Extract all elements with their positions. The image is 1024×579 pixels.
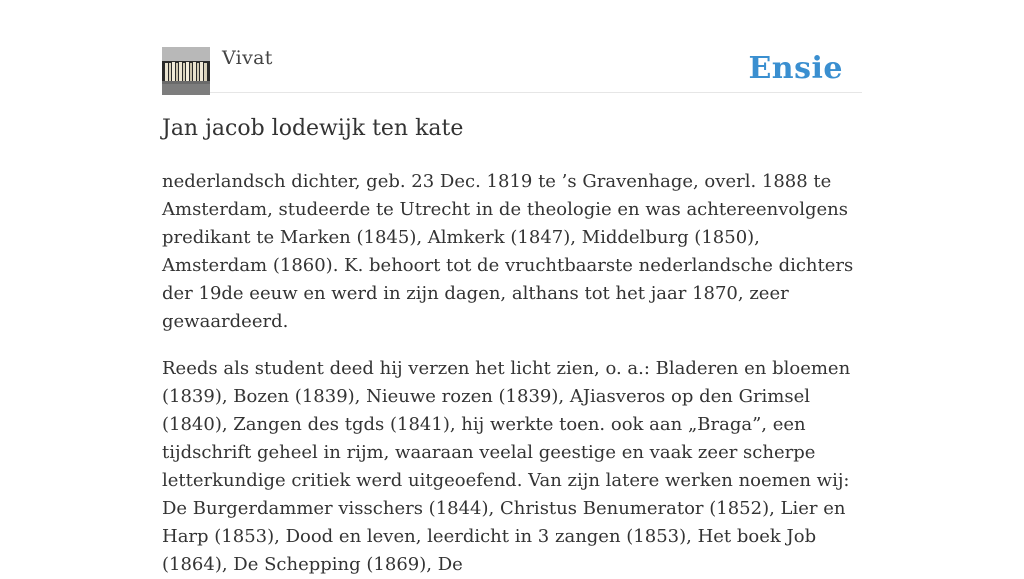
article-paragraph: Reeds als student deed hij verzen het licht zien, o. a.: Bladeren en bloemen (1839), Bozen (1839), Nieuwe rozen (1839), AJiasveros op den Grimsel (1840), Zangen des tgds (1841), hij werkte toen. ook aan „Braga”, een tijdschrift geheel in rijm, waaraan veelal geestige en vaak zeer scherpe letterkundige critiek werd uitgeoefend. Van zijn latere werken noemen wij: De Burgerdammer visschers (1844), Christus Benumerator (1852), Lier en Harp (1853), Dood en leven, leerdicht in 3 zangen (1853), Het boek Job (1864), De Schepping (1869), De <box>162 358 851 575</box>
library-bookshelf-icon <box>162 47 210 95</box>
site-name[interactable]: Vivat <box>222 47 273 69</box>
ensie-logo[interactable]: Ensie <box>748 51 843 86</box>
article-title: Jan jacob lodewijk ten kate <box>162 116 464 141</box>
site-header <box>162 44 862 93</box>
article-body <box>162 168 862 579</box>
avatar[interactable] <box>162 47 210 95</box>
article-paragraph: nederlandsch dichter, geb. 23 Dec. 1819 te ’s Gravenhage, overl. 1888 te Amsterdam, studeerde te Utrecht in de theologie en was achtereenvolgens predikant te Marken (1845), Almkerk (1847), Middelburg (1850), Amsterdam (1860). K. behoort tot de vruchtbaarste nederlandsche dichters der 19de eeuw en werd in zijn dagen, althans tot het jaar 1870, zeer gewaardeerd. <box>162 171 854 332</box>
